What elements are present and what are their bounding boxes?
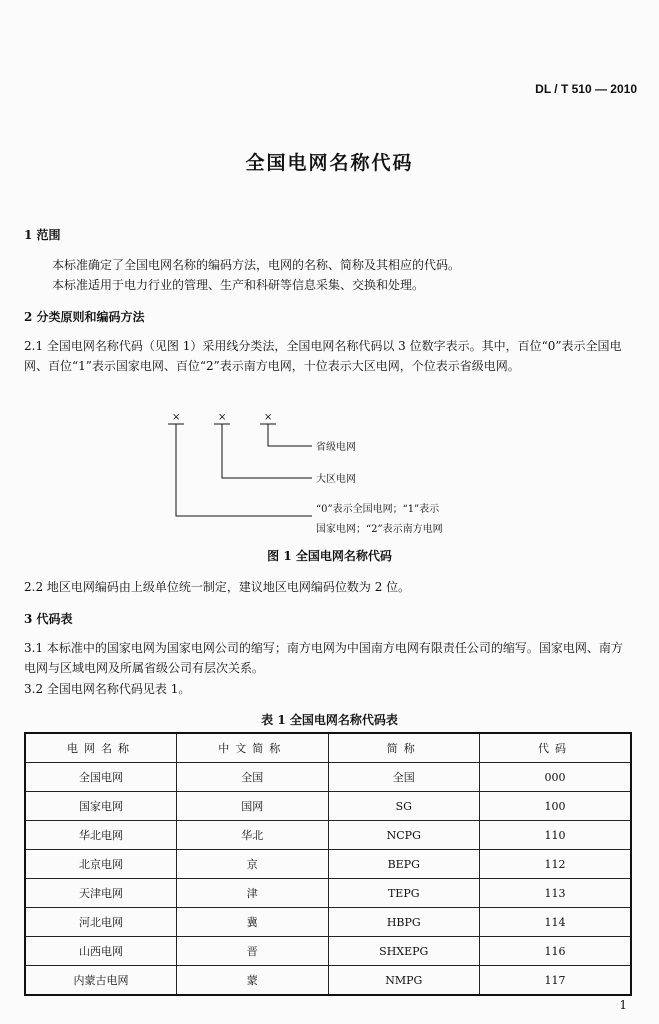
- cell-grid-name: 北京电网: [25, 850, 177, 879]
- header-grid-name: 电网名称: [25, 733, 177, 763]
- cell-abbr: SHXEPG: [328, 937, 480, 966]
- paragraph-3-1: 3.1 本标准中的国家电网为国家电网公司的缩写；南方电网为中国南方电网有限责任公司的缩写。国家电网、南方电网与区域电网及所属省级公司有层次关系。: [24, 641, 623, 675]
- grid-code-table: [24, 732, 632, 996]
- table-row: [25, 937, 631, 966]
- cell-code: 000: [480, 763, 632, 792]
- header-abbr: 简称: [328, 733, 480, 763]
- cell-grid-name: 山西电网: [25, 937, 177, 966]
- standard-code: DL / T 510 — 2010: [535, 82, 637, 96]
- header-code: 代码: [480, 733, 632, 763]
- hundreds-connector: [176, 424, 312, 516]
- cell-abbr: BEPG: [328, 850, 480, 879]
- label-top-level-line-1: “0”表示全国电网；“1”表示: [316, 504, 440, 515]
- cell-code: 110: [480, 821, 632, 850]
- section-2-heading: 2 分类原则和编码方法: [24, 310, 145, 324]
- document-title: 全国电网名称代码: [245, 152, 414, 174]
- paragraph-2-1: 2.1 全国电网名称代码（见图 1）采用线分类法，全国电网名称代码以 3 位数字表示。其中，百位“0”表示全国电网、百位“1”表示国家电网、百位“2”表示南方电网，十位表示大区电网，个位表示省级电网。: [24, 339, 622, 373]
- cell-abbr: 全国: [328, 763, 480, 792]
- table-row: [25, 908, 631, 937]
- page-number: 1: [619, 998, 627, 1012]
- table-caption: 表 1 全国电网名称代码表: [261, 713, 398, 727]
- cell-chinese-abbr: 津: [177, 879, 329, 908]
- section-1-paragraph-1: 本标准确定了全国电网名称的编码方法，电网的名称、简称及其相应的代码。: [52, 258, 461, 272]
- cell-abbr: TEPG: [328, 879, 480, 908]
- table-row: [25, 763, 631, 792]
- units-mark: ×: [264, 412, 273, 423]
- cell-grid-name: 华北电网: [25, 821, 177, 850]
- table-header-row: [25, 733, 631, 763]
- cell-code: 117: [480, 966, 632, 996]
- cell-chinese-abbr: 全国: [177, 763, 329, 792]
- cell-chinese-abbr: 晋: [177, 937, 329, 966]
- section-1-paragraph-2: 本标准适用于电力行业的管理、生产和科研等信息采集、交换和处理。: [52, 278, 425, 292]
- cell-chinese-abbr: 蒙: [177, 966, 329, 996]
- region-connector: [222, 424, 312, 478]
- header-chinese-abbr: 中文简称: [177, 733, 329, 763]
- cell-abbr: SG: [328, 792, 480, 821]
- table-row: [25, 966, 631, 996]
- section-1-heading: 1 范围: [24, 228, 61, 242]
- cell-code: 113: [480, 879, 632, 908]
- paragraph-3-2: 3.2 全国电网名称代码见表 1。: [24, 682, 191, 696]
- cell-chinese-abbr: 冀: [177, 908, 329, 937]
- cell-abbr: HBPG: [328, 908, 480, 937]
- cell-code: 100: [480, 792, 632, 821]
- cell-chinese-abbr: 京: [177, 850, 329, 879]
- table-row: [25, 879, 631, 908]
- table-row: [25, 850, 631, 879]
- section-3-heading: 3 代码表: [24, 612, 73, 626]
- table-row: [25, 792, 631, 821]
- figure-caption: 图 1 全国电网名称代码: [267, 549, 392, 563]
- cell-grid-name: 天津电网: [25, 879, 177, 908]
- label-province-grid: 省级电网: [316, 442, 356, 453]
- label-top-level-line-2: 国家电网；“2”表示南方电网: [316, 524, 443, 535]
- cell-abbr: NMPG: [328, 966, 480, 996]
- table-row: [25, 821, 631, 850]
- tens-mark: ×: [218, 412, 227, 423]
- cell-chinese-abbr: 华北: [177, 821, 329, 850]
- hundreds-mark: ×: [172, 412, 181, 423]
- cell-code: 114: [480, 908, 632, 937]
- cell-grid-name: 内蒙古电网: [25, 966, 177, 996]
- paragraph-2-2: 2.2 地区电网编码由上级单位统一制定，建议地区电网编码位数为 2 位。: [24, 580, 411, 594]
- cell-abbr: NCPG: [328, 821, 480, 850]
- cell-code: 112: [480, 850, 632, 879]
- province-connector: [268, 424, 312, 446]
- cell-grid-name: 河北电网: [25, 908, 177, 937]
- label-region-grid: 大区电网: [316, 474, 356, 485]
- cell-chinese-abbr: 国网: [177, 792, 329, 821]
- cell-grid-name: 全国电网: [25, 763, 177, 792]
- cell-grid-name: 国家电网: [25, 792, 177, 821]
- cell-code: 116: [480, 937, 632, 966]
